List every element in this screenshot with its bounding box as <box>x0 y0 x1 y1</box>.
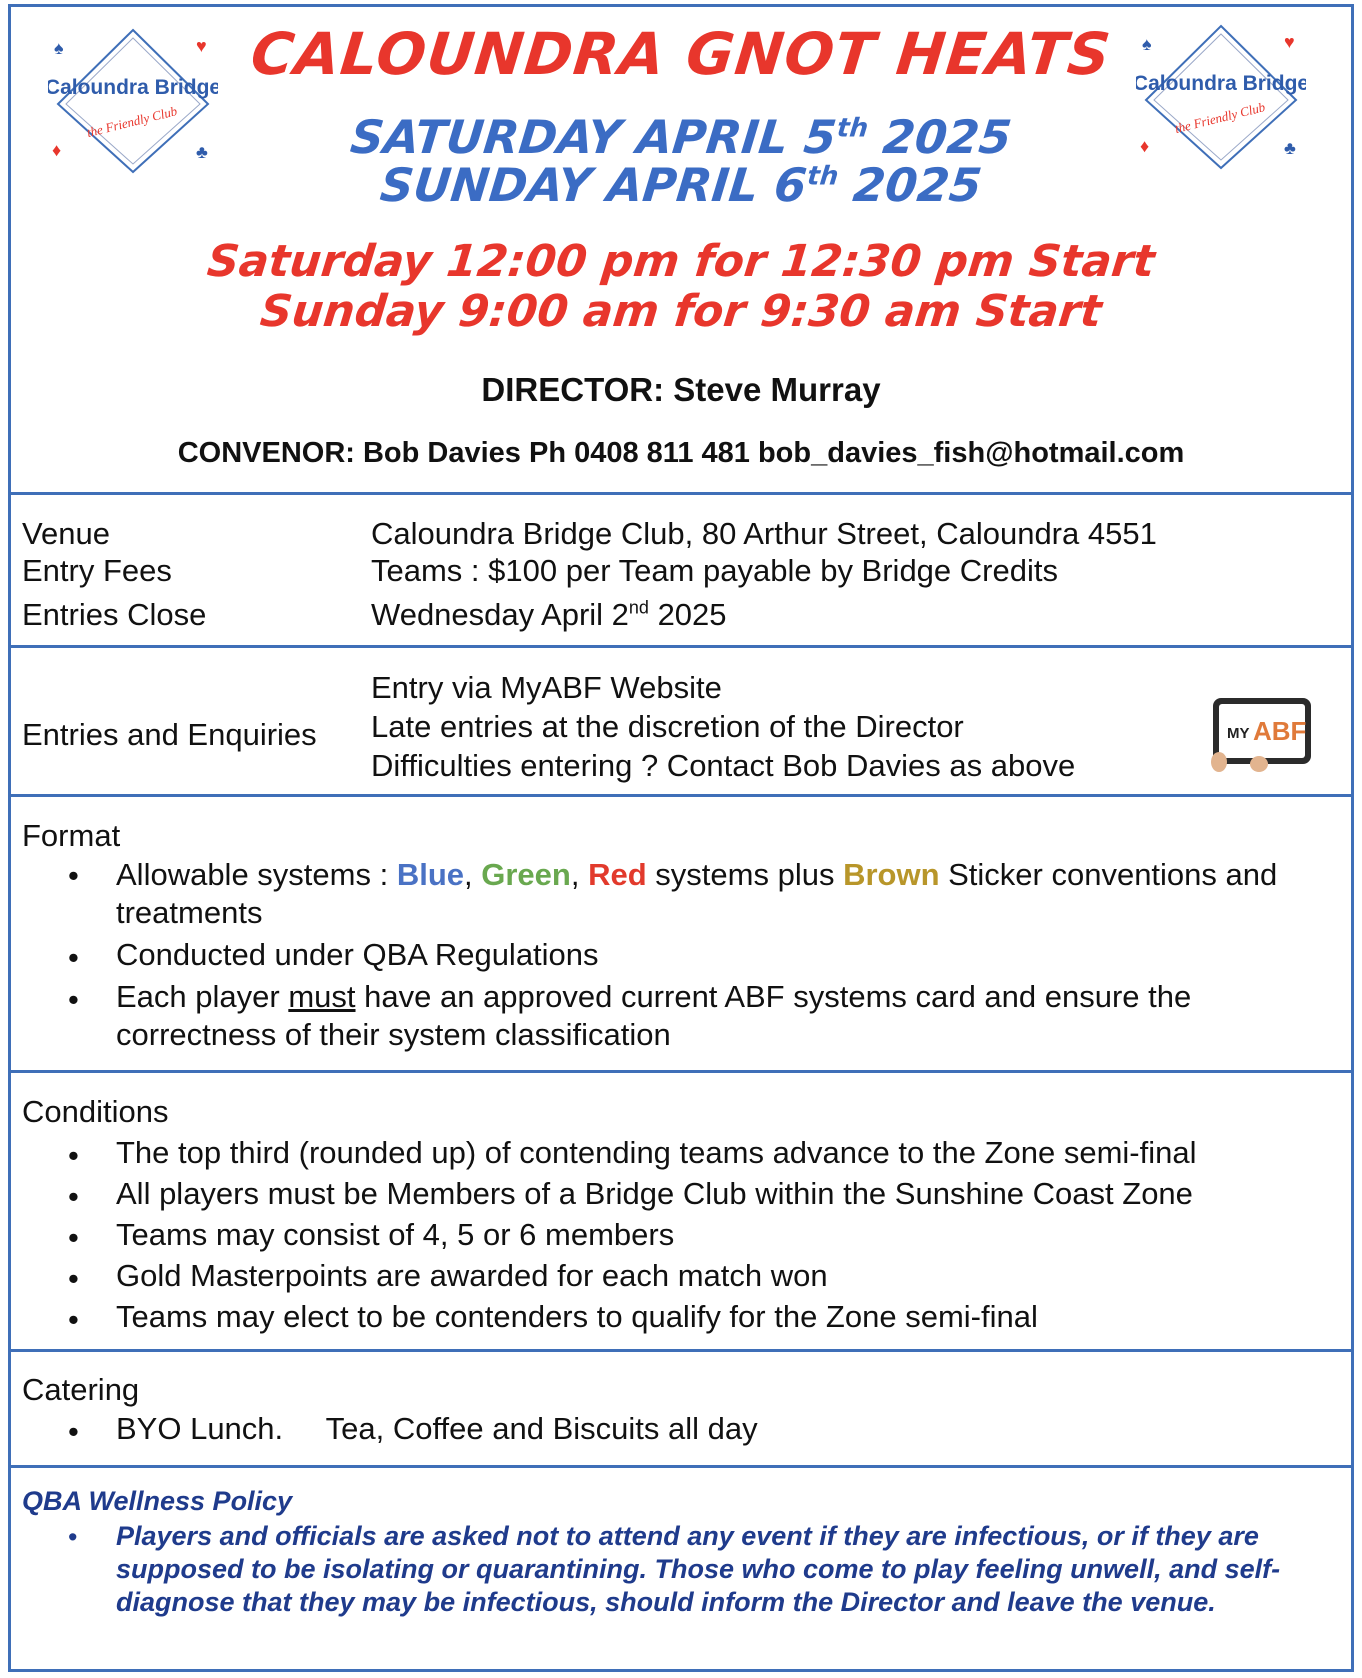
venue-label: Venue <box>22 516 110 551</box>
bullet-icon: • <box>68 858 79 893</box>
fees-value: Teams : $100 per Team payable by Bridge Credits <box>371 553 1058 588</box>
myabf-tablet-icon <box>1207 696 1315 772</box>
bullet-icon: • <box>68 1522 78 1552</box>
bullet-icon: • <box>68 1220 79 1255</box>
bullet-icon: • <box>68 1414 79 1449</box>
fees-label: Entry Fees <box>22 553 172 588</box>
bullet-icon: • <box>68 1302 79 1337</box>
time-sunday: Sunday 9:00 am for 9:30 am Start <box>257 286 1105 337</box>
close-value: Wednesday April 2nd 2025 <box>371 597 727 632</box>
bullet-icon: • <box>68 982 79 1017</box>
close-label: Entries Close <box>22 597 207 632</box>
convenor-line: CONVENOR: Bob Davies Ph 0408 811 481 bob_davies_fish@hotmail.com <box>177 437 1185 469</box>
divider-format <box>8 1070 1354 1073</box>
format-item: Conducted under QBA Regulations <box>116 937 599 972</box>
conditions-item: Teams may consist of 4, 5 or 6 members <box>116 1217 675 1252</box>
divider-entries <box>8 794 1354 797</box>
divider-conditions <box>8 1349 1354 1352</box>
format-item: Allowable systems : Blue, Green, Red systems plus Brown Sticker conventions and treatments <box>116 857 1278 930</box>
catering-item: BYO Lunch. Tea, Coffee and Biscuits all day <box>116 1411 758 1446</box>
svg-text:the Friendly Club: the Friendly Club <box>85 103 179 141</box>
venue-value: Caloundra Bridge Club, 80 Arthur Street, Caloundra 4551 <box>371 516 1157 551</box>
svg-text:♥: ♥ <box>1284 32 1295 52</box>
svg-text:♠: ♠ <box>1142 34 1152 54</box>
myabf-badge <box>1207 696 1315 772</box>
date-saturday: SATURDAY APRIL 5th 2025 <box>347 110 1015 164</box>
bullet-icon: • <box>68 1261 79 1296</box>
time-saturday: Saturday 12:00 pm for 12:30 pm Start <box>204 236 1158 287</box>
bullet-icon: • <box>68 1138 79 1173</box>
svg-text:♥: ♥ <box>196 36 207 56</box>
conditions-item: Gold Masterpoints are awarded for each match won <box>116 1258 828 1293</box>
bullet-icon: • <box>68 1179 79 1214</box>
svg-text:♦: ♦ <box>1140 136 1150 156</box>
conditions-heading: Conditions <box>22 1094 169 1129</box>
divider-details <box>8 645 1354 648</box>
bullet-icon: • <box>68 940 79 975</box>
conditions-item: Teams may elect to be contenders to qualify for the Zone semi-final <box>116 1299 1038 1334</box>
svg-text:MY: MY <box>1227 725 1250 742</box>
svg-text:Caloundra Bridge: Caloundra Bridge <box>1136 72 1306 95</box>
svg-text:♣: ♣ <box>196 142 208 162</box>
entries-line: Late entries at the discretion of the Director <box>371 709 964 744</box>
svg-text:Caloundra Bridge: Caloundra Bridge <box>48 76 218 99</box>
divider-header <box>8 492 1354 495</box>
svg-text:♠: ♠ <box>54 38 64 58</box>
entries-line: Entry via MyABF Website <box>371 670 722 705</box>
wellness-heading: QBA Wellness Policy <box>22 1486 293 1516</box>
director-line: DIRECTOR: Steve Murray <box>481 371 881 408</box>
svg-text:ABF: ABF <box>1253 716 1307 746</box>
svg-text:♦: ♦ <box>52 140 62 160</box>
conditions-item: The top third (rounded up) of contending teams advance to the Zone semi-final <box>116 1135 1197 1170</box>
catering-heading: Catering <box>22 1372 140 1407</box>
format-heading: Format <box>22 818 121 853</box>
entries-line: Difficulties entering ? Contact Bob Davies as above <box>371 748 1076 783</box>
conditions-item: All players must be Members of a Bridge Club within the Sunshine Coast Zone <box>116 1176 1193 1211</box>
entries-label: Entries and Enquiries <box>22 717 317 752</box>
divider-catering <box>8 1465 1354 1468</box>
event-title: CALOUNDRA GNOT HEATS <box>247 20 1115 88</box>
svg-text:♣: ♣ <box>1284 138 1296 158</box>
wellness-text: Players and officials are asked not to attend any event if they are infectious, or if they are supposed to be isolating or quarantining. Those who come to play feeling unwell, and self-diagnose that they may be infectious, should inform the Director and leave the venue. <box>116 1521 1281 1617</box>
svg-text:the Friendly Club: the Friendly Club <box>1173 99 1267 137</box>
format-item: Each player must have an approved current ABF systems card and ensure the correctness of their system classification <box>116 979 1192 1052</box>
date-sunday: SUNDAY APRIL 6th 2025 <box>377 158 985 212</box>
